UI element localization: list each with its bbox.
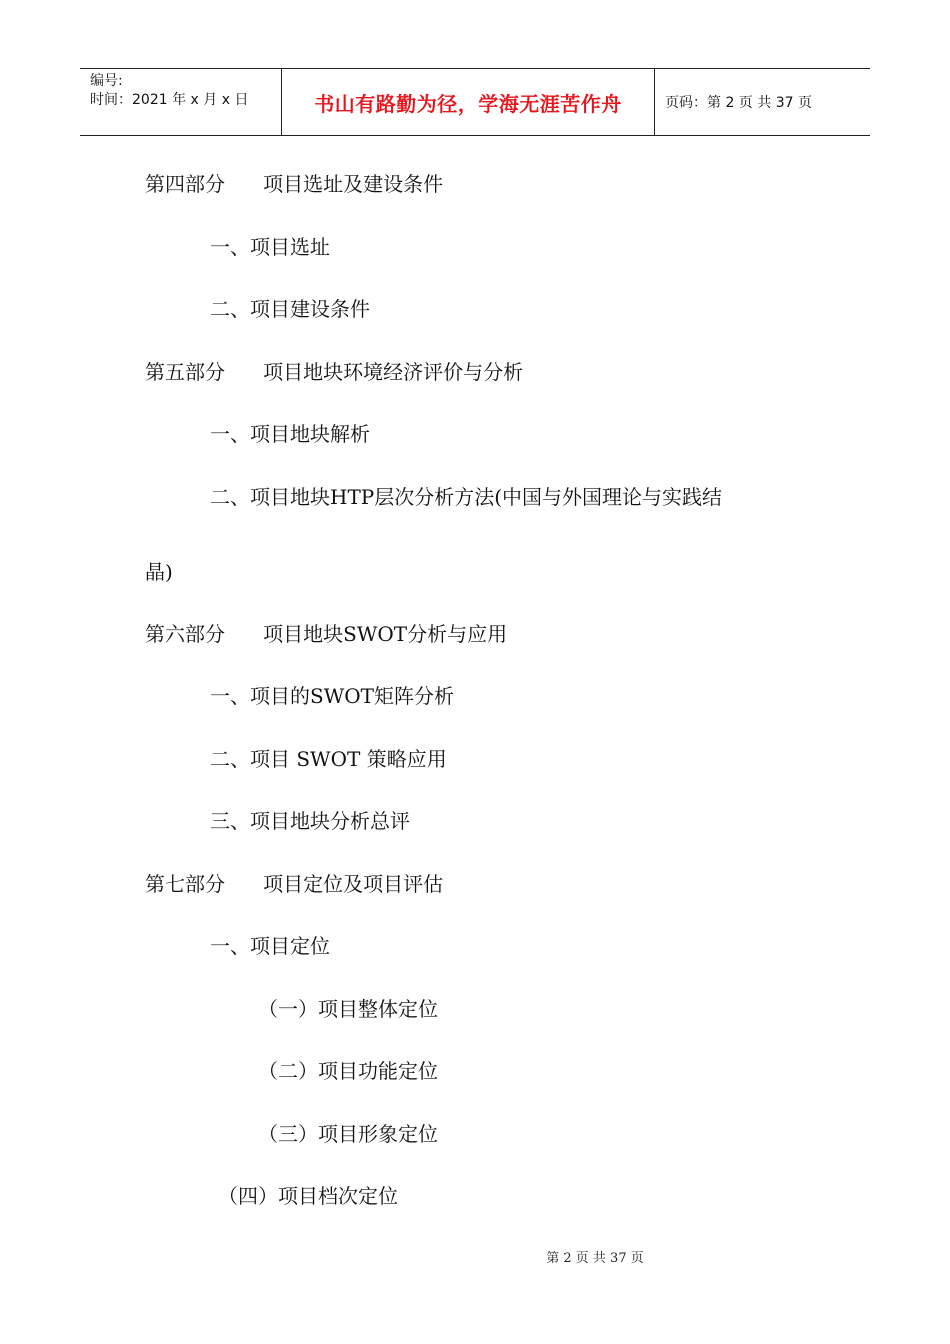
toc-subitem: （二）项目功能定位 bbox=[258, 1059, 438, 1083]
page-footer: 第 2 页 共 37 页 bbox=[546, 1251, 644, 1266]
page-header bbox=[80, 68, 870, 136]
toc-item: 一、项目选址 bbox=[210, 235, 330, 259]
toc-item: 一、项目定位 bbox=[210, 934, 330, 958]
toc-part-6: 第六部分 项目地块SWOT分析与应用 bbox=[145, 622, 508, 646]
header-motto: 书山有路勤为径，学海无涯苦作舟 bbox=[282, 69, 655, 135]
toc-item: 二、项目 SWOT 策略应用 bbox=[210, 747, 447, 771]
toc-subitem: （四）项目档次定位 bbox=[218, 1184, 398, 1208]
toc-part-5: 第五部分 项目地块环境经济评价与分析 bbox=[145, 360, 524, 384]
toc-part-4: 第四部分 项目选址及建设条件 bbox=[145, 172, 444, 196]
toc-item: 一、项目的SWOT矩阵分析 bbox=[210, 684, 454, 708]
toc-item: 二、项目建设条件 bbox=[210, 297, 370, 321]
document-number-label: 编号: bbox=[90, 73, 123, 89]
toc-part-7: 第七部分 项目定位及项目评估 bbox=[145, 872, 444, 896]
toc-item: 三、项目地块分析总评 bbox=[210, 809, 410, 833]
toc-item: 一、项目地块解析 bbox=[210, 422, 370, 446]
document-date: 时间：2021 年 x 月 x 日 bbox=[90, 92, 249, 108]
toc-subitem: （三）项目形象定位 bbox=[258, 1122, 438, 1146]
toc-item-continuation: 晶) bbox=[145, 560, 173, 584]
header-meta bbox=[80, 69, 282, 135]
toc-subitem: （一）项目整体定位 bbox=[258, 997, 438, 1021]
toc-item: 二、项目地块HTP层次分析方法(中国与外国理论与实践结 bbox=[210, 485, 723, 509]
header-page-info: 页码：第 2 页 共 37 页 bbox=[665, 95, 812, 111]
